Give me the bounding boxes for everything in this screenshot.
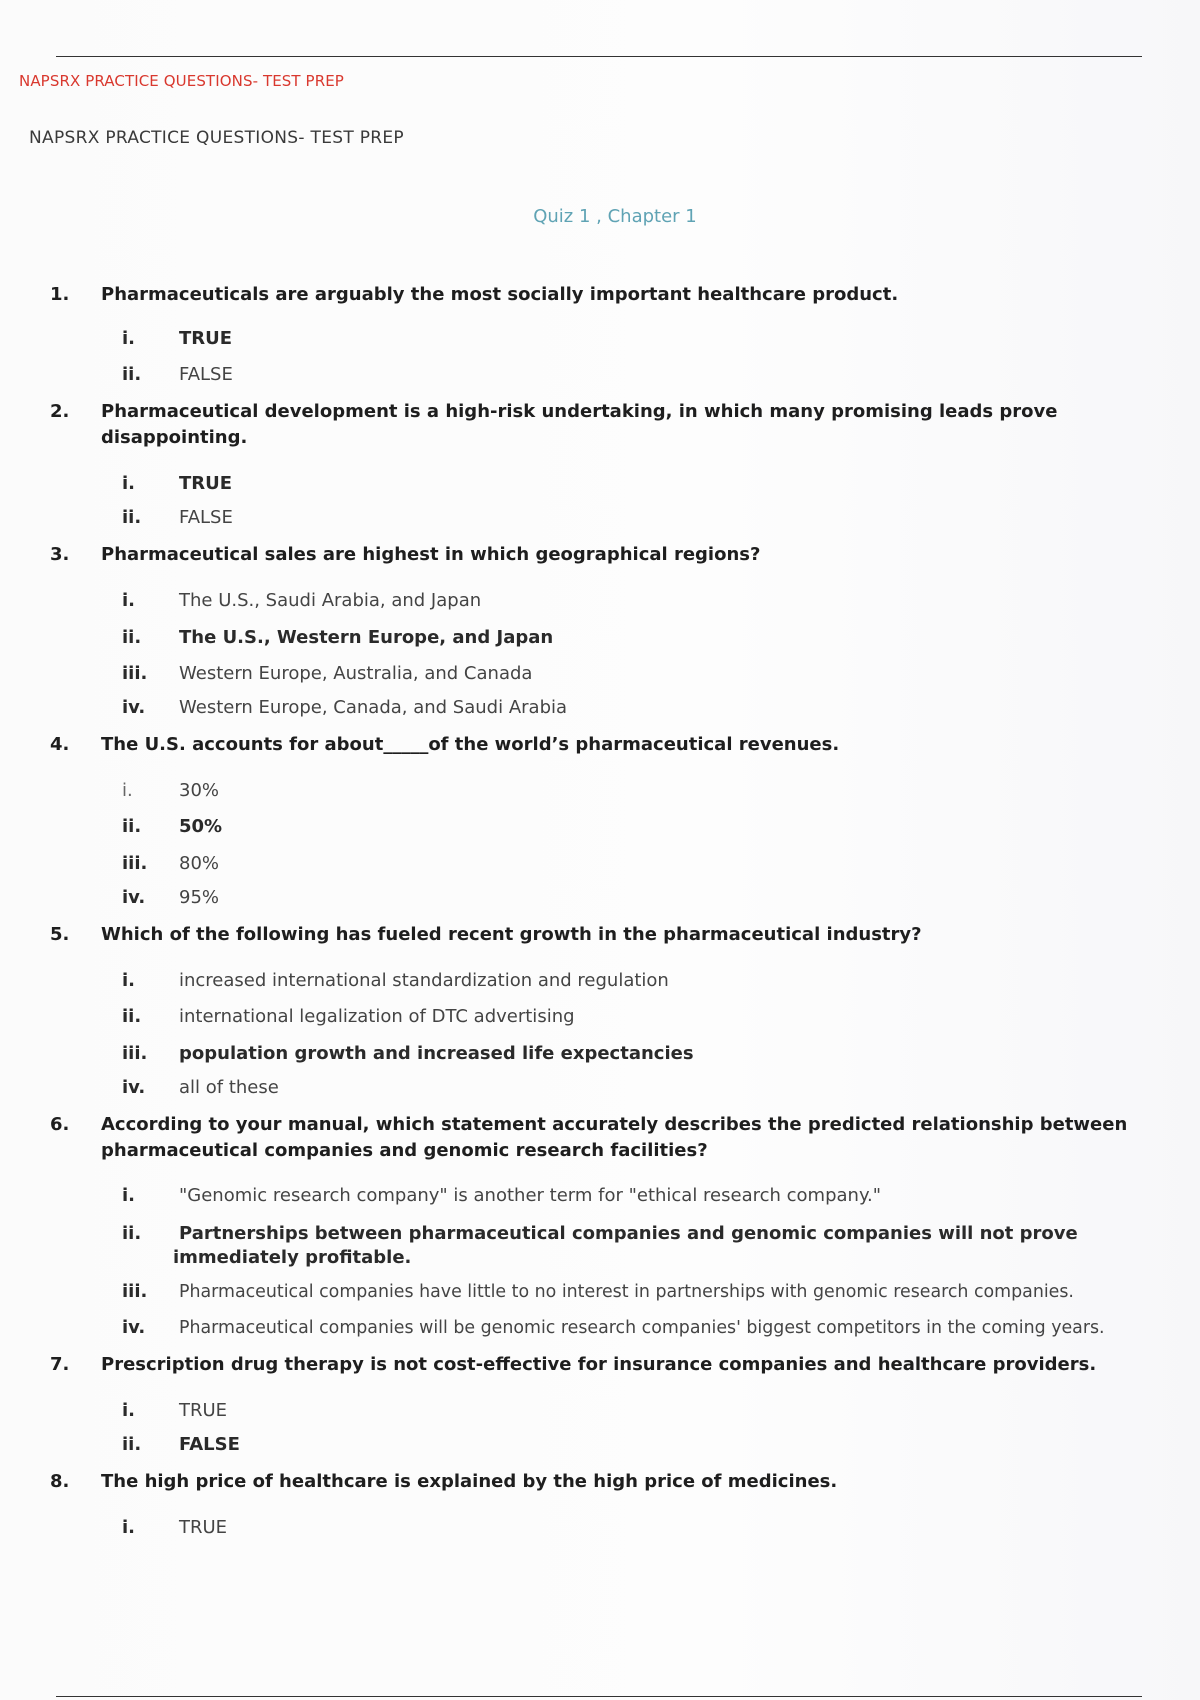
option-numeral: ii. bbox=[122, 816, 142, 837]
option-numeral: i. bbox=[122, 1185, 136, 1206]
question-text: Which of the following has fueled recent growth in the pharmaceutical industry? bbox=[101, 924, 922, 945]
option-numeral: iii. bbox=[122, 853, 148, 874]
option-numeral: iv. bbox=[122, 1317, 146, 1338]
option-text: Western Europe, Australia, and Canada bbox=[179, 663, 533, 684]
option-numeral: i. bbox=[122, 328, 136, 349]
option-text: 30% bbox=[179, 780, 220, 801]
option-text bbox=[173, 1222, 1109, 1270]
question-text bbox=[101, 1112, 1161, 1164]
question-text: Pharmaceutical sales are highest in which geographical regions? bbox=[101, 544, 761, 565]
question-text-line: disappointing. bbox=[101, 427, 248, 448]
document-title: NAPSRX PRACTICE QUESTIONS- TEST PREP bbox=[29, 128, 404, 148]
option-numeral: iii. bbox=[122, 1043, 148, 1064]
question-number: 3. bbox=[50, 544, 70, 565]
option-text-line: immediately profitable. bbox=[173, 1247, 412, 1268]
option-text: Western Europe, Canada, and Saudi Arabia bbox=[179, 697, 568, 718]
option-numeral: i. bbox=[122, 1400, 136, 1421]
option-numeral: i. bbox=[122, 970, 136, 991]
option-numeral: i. bbox=[122, 473, 136, 494]
option-numeral: i. bbox=[122, 780, 133, 801]
question-text: The U.S. accounts for about_____of the world’s pharmaceutical revenues. bbox=[101, 734, 840, 755]
question-text: Prescription drug therapy is not cost-effective for insurance companies and healthcare providers. bbox=[101, 1354, 1097, 1375]
question-number: 6. bbox=[50, 1114, 70, 1135]
option-numeral: iv. bbox=[122, 697, 146, 718]
option-text: 50% bbox=[179, 816, 223, 837]
option-numeral: ii. bbox=[122, 1006, 142, 1027]
option-text-line: Partnerships between pharmaceutical companies and genomic companies will not prove bbox=[179, 1223, 1078, 1244]
option-text: 80% bbox=[179, 853, 220, 874]
option-numeral: ii. bbox=[122, 1223, 142, 1244]
option-text: FALSE bbox=[179, 507, 233, 528]
question-number: 8. bbox=[50, 1471, 70, 1492]
question-number: 7. bbox=[50, 1354, 70, 1375]
question-text-line: According to your manual, which statement accurately describes the predicted relationship between bbox=[101, 1114, 1128, 1135]
running-header: NAPSRX PRACTICE QUESTIONS- TEST PREP bbox=[19, 72, 344, 90]
option-text: The U.S., Saudi Arabia, and Japan bbox=[179, 590, 482, 611]
option-text: increased international standardization and regulation bbox=[179, 970, 669, 991]
question-number: 2. bbox=[50, 401, 70, 422]
option-text: 95% bbox=[179, 887, 220, 908]
option-numeral: iv. bbox=[122, 1077, 146, 1098]
question-text-line: pharmaceutical companies and genomic research facilities? bbox=[101, 1140, 708, 1161]
option-text: TRUE bbox=[179, 1517, 228, 1538]
question-text-line: Pharmaceutical development is a high-risk undertaking, in which many promising leads prove bbox=[101, 401, 1058, 422]
option-text: international legalization of DTC advertising bbox=[179, 1006, 575, 1027]
option-numeral: ii. bbox=[122, 364, 142, 385]
question-text bbox=[101, 399, 1161, 451]
option-text: TRUE bbox=[179, 328, 233, 349]
option-text: The U.S., Western Europe, and Japan bbox=[179, 627, 554, 648]
option-numeral: ii. bbox=[122, 627, 142, 648]
option-numeral: i. bbox=[122, 590, 136, 611]
option-text: all of these bbox=[179, 1077, 279, 1098]
question-number: 4. bbox=[50, 734, 70, 755]
option-numeral: ii. bbox=[122, 507, 142, 528]
option-numeral: i. bbox=[122, 1517, 136, 1538]
top-rule bbox=[56, 56, 1142, 57]
question-number: 1. bbox=[50, 284, 70, 305]
quiz-title: Quiz 1 , Chapter 1 bbox=[533, 206, 697, 227]
question-text: Pharmaceuticals are arguably the most socially important healthcare product. bbox=[101, 284, 899, 305]
option-numeral: iii. bbox=[122, 1281, 148, 1302]
option-text: TRUE bbox=[179, 473, 233, 494]
option-numeral: iv. bbox=[122, 887, 146, 908]
bottom-rule bbox=[56, 1696, 1142, 1697]
option-text: population growth and increased life expectancies bbox=[179, 1043, 694, 1064]
option-text: FALSE bbox=[179, 1434, 240, 1455]
question-number: 5. bbox=[50, 924, 70, 945]
option-text: Pharmaceutical companies have little to no interest in partnerships with genomic research companies. bbox=[179, 1282, 1074, 1302]
question-text: The high price of healthcare is explained by the high price of medicines. bbox=[101, 1471, 838, 1492]
option-text: TRUE bbox=[179, 1400, 228, 1421]
option-text: Pharmaceutical companies will be genomic research companies' biggest competitors in the coming years. bbox=[179, 1318, 1105, 1338]
option-numeral: ii. bbox=[122, 1434, 142, 1455]
option-numeral: iii. bbox=[122, 663, 148, 684]
option-text: "Genomic research company" is another term for "ethical research company." bbox=[179, 1185, 882, 1206]
option-text: FALSE bbox=[179, 364, 233, 385]
